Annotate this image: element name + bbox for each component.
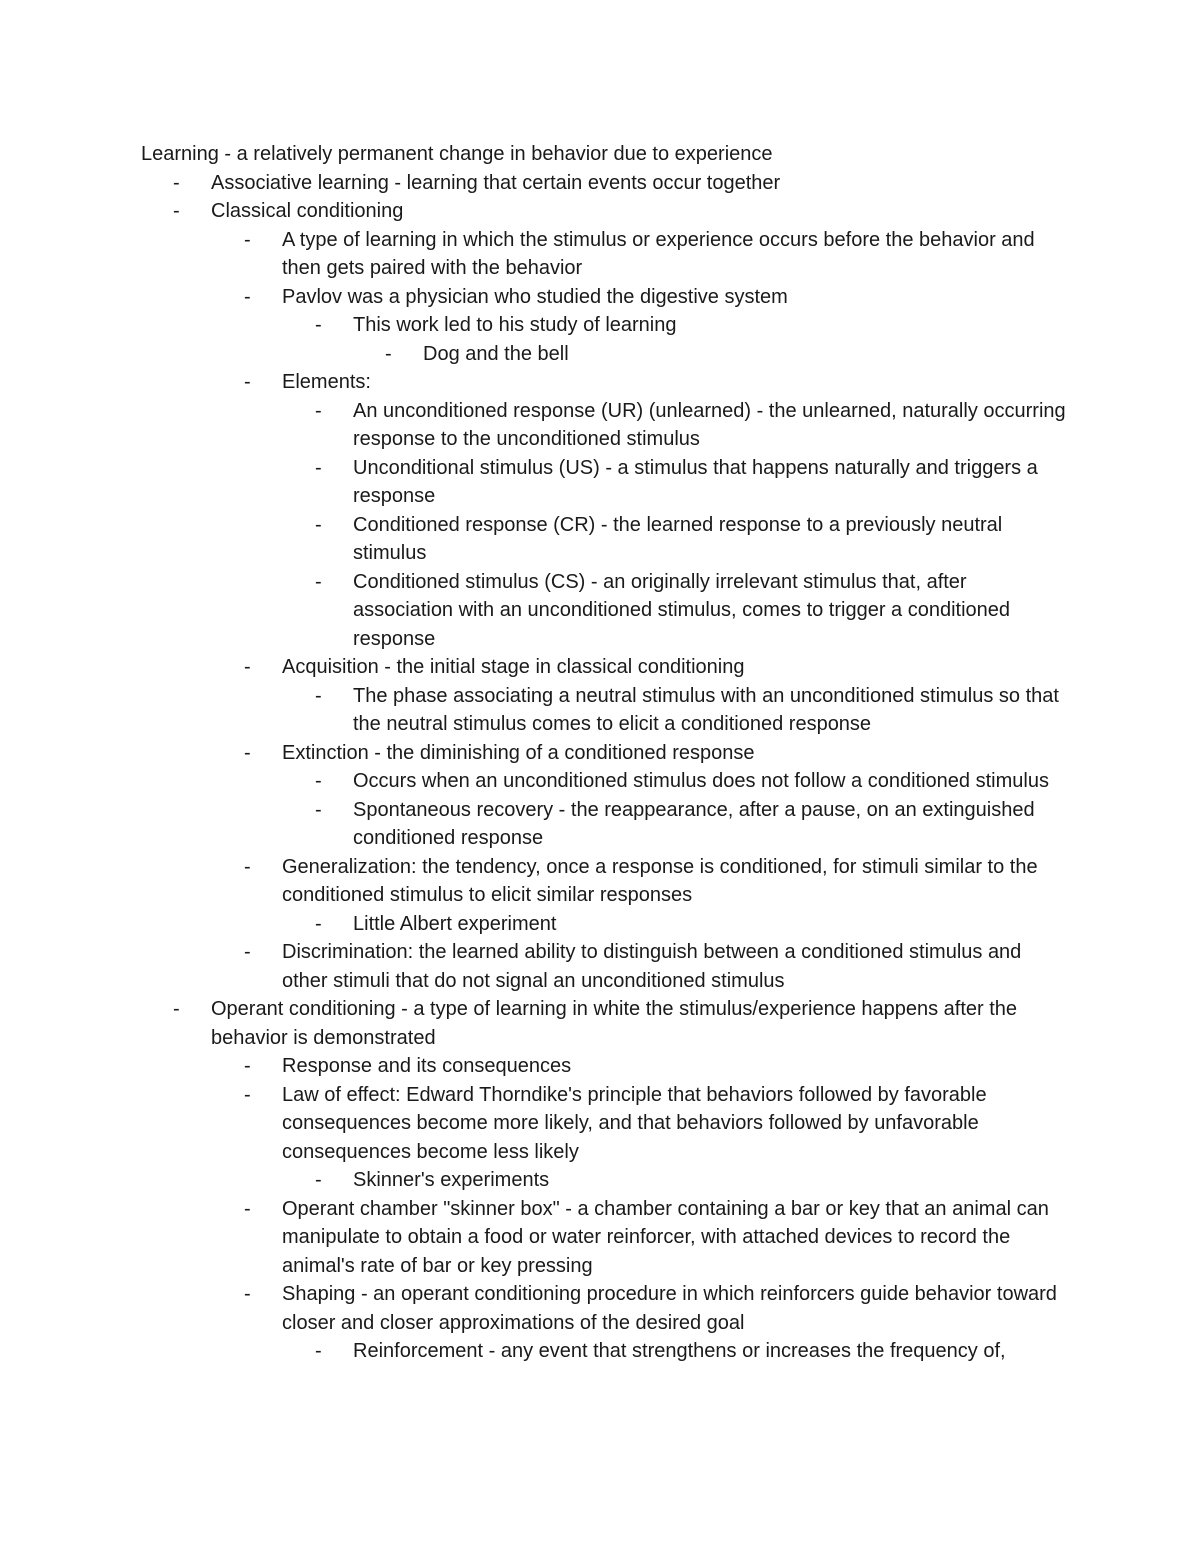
list-item-text: The phase associating a neutral stimulus with an unconditioned stimulus so that the neutral stimulus comes to elicit a conditioned response xyxy=(353,684,1059,735)
list-item xyxy=(141,1081,1071,1167)
list-item xyxy=(141,938,1071,995)
list-item-text: Discrimination: the learned ability to distinguish between a conditioned stimulus and other stimuli that do not signal an unconditioned stimulus xyxy=(282,941,1022,992)
list-item-text: Shaping - an operant conditioning procedure in which reinforcers guide behavior toward closer and closer approximations of the desired goal xyxy=(282,1283,1057,1334)
list-item xyxy=(141,226,1071,283)
list-item-text: Generalization: the tendency, once a response is conditioned, for stimuli similar to the conditioned stimulus to elicit similar responses xyxy=(282,855,1038,906)
list-item xyxy=(141,397,1071,454)
list-item xyxy=(141,454,1071,511)
bullet-dash: - xyxy=(315,1340,322,1362)
bullet-dash: - xyxy=(173,998,180,1020)
list-item xyxy=(141,1337,1071,1366)
list-item xyxy=(141,995,1071,1052)
list-item xyxy=(141,197,1071,226)
list-item-text: Dog and the bell xyxy=(423,342,569,365)
bullet-dash: - xyxy=(315,513,322,536)
bullet-dash: - xyxy=(315,456,322,479)
list-item xyxy=(141,739,1071,768)
bullet-dash: - xyxy=(173,171,180,194)
list-item-text: Reinforcement - any event that strengthens or increases the frequency of, xyxy=(353,1340,1006,1362)
bullet-dash: - xyxy=(244,1055,251,1077)
bullet-dash: - xyxy=(315,399,322,422)
outline-list xyxy=(141,169,1071,1366)
list-item-text: Occurs when an unconditioned stimulus does not follow a conditioned stimulus xyxy=(353,770,1049,792)
list-item-text: Elements: xyxy=(282,371,371,393)
list-item xyxy=(141,340,1071,369)
bullet-dash: - xyxy=(244,855,251,878)
list-item xyxy=(141,368,1071,397)
bullet-dash: - xyxy=(315,570,322,593)
list-item xyxy=(141,1166,1071,1195)
list-item-text: Unconditional stimulus (US) - a stimulus that happens naturally and triggers a response xyxy=(353,456,1038,507)
bullet-dash: - xyxy=(315,314,322,336)
bullet-dash: - xyxy=(244,741,251,764)
list-item-text: This work led to his study of learning xyxy=(353,314,677,336)
bullet-dash: - xyxy=(244,371,251,393)
list-item xyxy=(141,311,1071,340)
bullet-dash: - xyxy=(385,342,392,365)
list-item-text: Little Albert experiment xyxy=(353,912,557,935)
bullet-dash: - xyxy=(244,228,251,251)
bullet-dash: - xyxy=(173,200,180,222)
bullet-dash: - xyxy=(244,656,251,678)
list-item-text: Associative learning - learning that certain events occur together xyxy=(211,171,781,194)
list-item-text: Classical conditioning xyxy=(211,200,404,222)
bullet-dash: - xyxy=(315,1169,322,1191)
list-item-text: Pavlov was a physician who studied the digestive system xyxy=(282,285,788,308)
bullet-dash: - xyxy=(315,684,322,707)
bullet-dash: - xyxy=(315,798,322,821)
list-item-text: Conditioned stimulus (CS) - an originally irrelevant stimulus that, after association with an unconditioned stimulus, comes to trigger a conditioned response xyxy=(353,570,1011,650)
list-item xyxy=(141,511,1071,568)
list-item xyxy=(141,1195,1071,1281)
list-item xyxy=(141,796,1071,853)
bullet-dash: - xyxy=(244,941,251,963)
list-item-text: Spontaneous recovery - the reappearance, after a pause, on an extinguished conditioned response xyxy=(353,798,1035,849)
list-item xyxy=(141,853,1071,910)
notes-body xyxy=(141,140,1071,1366)
bullet-dash: - xyxy=(244,1283,251,1305)
list-item-text: An unconditioned response (UR) (unlearned) - the unlearned, naturally occurring response to the unconditioned stimulus xyxy=(353,399,1066,450)
list-item xyxy=(141,1052,1071,1081)
page-title: Learning - a relatively permanent change in behavior due to experience xyxy=(141,143,773,165)
bullet-dash: - xyxy=(244,285,251,308)
list-item xyxy=(141,682,1071,739)
list-item-text: Skinner's experiments xyxy=(353,1169,550,1191)
list-item-text: Operant chamber "skinner box" - a chamber containing a bar or key that an animal can manipulate to obtain a food or water reinforcer, with attached devices to record the animal's rate of bar or key pressing xyxy=(282,1197,1049,1277)
bullet-dash: - xyxy=(315,912,322,935)
list-item xyxy=(141,169,1071,198)
bullet-dash: - xyxy=(244,1083,251,1106)
list-item xyxy=(141,653,1071,682)
list-item-text: Law of effect: Edward Thorndike's principle that behaviors followed by favorable consequences become more likely, and that behaviors followed by unfavorable consequences become less likely xyxy=(282,1083,987,1163)
list-item xyxy=(141,767,1071,796)
list-item xyxy=(141,283,1071,312)
list-item-text: Acquisition - the initial stage in classical conditioning xyxy=(282,656,745,678)
list-item xyxy=(141,568,1071,654)
list-item-text: Operant conditioning - a type of learning in white the stimulus/experience happens after the behavior is demonstrated xyxy=(211,998,1018,1049)
list-item-text: Extinction - the diminishing of a conditioned response xyxy=(282,741,755,764)
list-item-text: Conditioned response (CR) - the learned response to a previously neutral stimulus xyxy=(353,513,1003,564)
bullet-dash: - xyxy=(315,770,322,792)
bullet-dash: - xyxy=(244,1197,251,1220)
list-item-text: A type of learning in which the stimulus or experience occurs before the behavior and then gets paired with the behavior xyxy=(282,228,1035,279)
list-item-text: Response and its consequences xyxy=(282,1055,572,1077)
list-item xyxy=(141,1280,1071,1337)
list-item xyxy=(141,910,1071,939)
